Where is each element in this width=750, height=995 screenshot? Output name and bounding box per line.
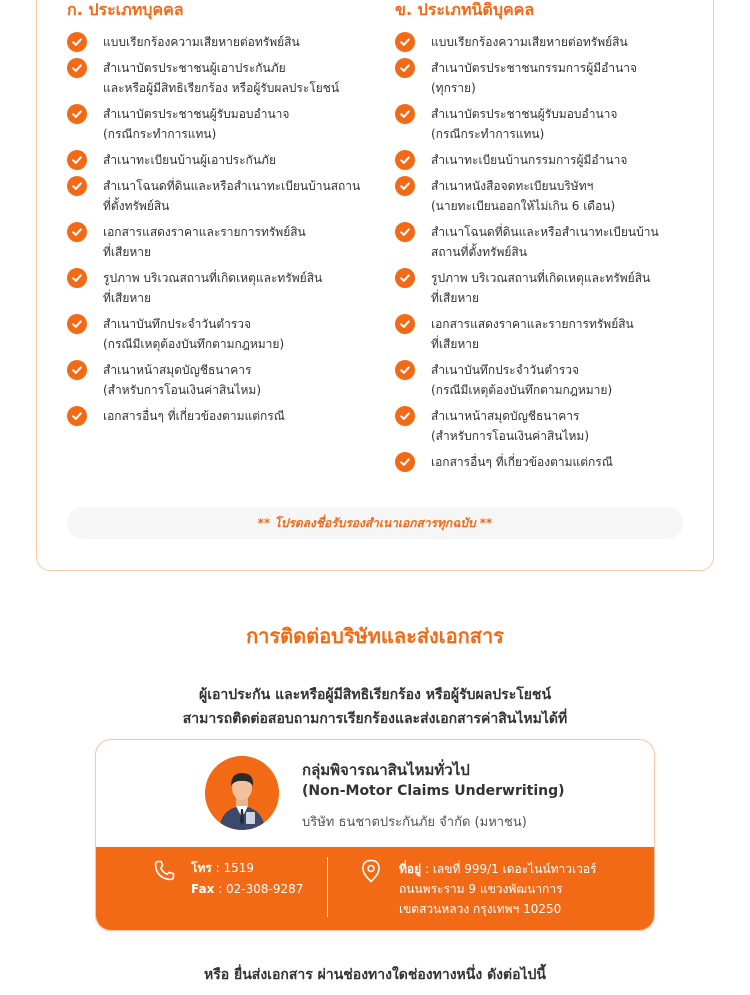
document-item-label: สำเนาหนังสือจดทะเบียนบริษัทฯ (นายทะเบียนออกให้ไม่เกิน 6 เดือน) (431, 179, 616, 213)
check-circle-icon (395, 150, 415, 170)
check-circle-icon (67, 176, 87, 196)
contact-divider (327, 857, 328, 917)
phone-icon (152, 859, 176, 883)
certify-copies-note: ** โปรดลงชื่อรับรองสำเนาเอกสารทุกฉบับ ** (67, 507, 683, 539)
document-item (67, 176, 367, 216)
juristic-documents-title: ข. ประเภทนิติบุคคล (395, 0, 535, 19)
check-circle-icon (67, 314, 87, 334)
contact-section-title: การติดต่อบริษัทและส่งเอกสาร (246, 624, 504, 648)
fax-line (191, 882, 303, 896)
document-item-label: สำเนาโฉนดที่ดินและหรือสำเนาทะเบียนบ้านสถาน ที่ตั้งทรัพย์สิน (103, 179, 361, 213)
check-circle-icon (395, 452, 415, 472)
document-item-label: สำเนาบัตรประชาชนกรรมการผู้มีอำนาจ (ทุกราย) (431, 61, 638, 95)
document-item (67, 314, 367, 354)
claims-officer-avatar (205, 756, 279, 830)
fax-number: : 02-308-9287 (214, 882, 304, 896)
juristic-documents-column (395, 0, 695, 478)
check-circle-icon (67, 360, 87, 380)
individual-documents-title: ก. ประเภทบุคคล (67, 0, 184, 19)
document-item (67, 360, 367, 400)
document-item-label: สำเนาบันทึกประจำวันตำรวจ (กรณีมีเหตุต้องบันทึกตามกฎหมาย) (103, 317, 285, 351)
document-item-label: เอกสารอื่นๆ ที่เกี่ยวข้องตามแต่กรณี (103, 409, 285, 423)
document-item (67, 58, 367, 98)
document-item (395, 406, 695, 446)
document-item-label: สำเนาบัตรประชาชนผู้รับมอบอำนาจ (กรณีกระทำการแทน) (103, 107, 290, 141)
document-item-label: สำเนาหน้าสมุดบัญชีธนาคาร (สำหรับการโอนเงินค่าสินไหม) (103, 363, 262, 397)
contact-info-band (96, 847, 655, 931)
check-circle-icon (67, 32, 87, 52)
check-circle-icon (395, 32, 415, 52)
document-item (395, 222, 695, 262)
document-item (395, 104, 695, 144)
location-pin-icon (360, 859, 382, 883)
company-address (399, 859, 596, 919)
document-item-label: สำเนาบัตรประชาชนผู้เอาประกันภัย และหรือผู้มีสิทธิเรียกร้อง หรือผู้รับผลประโยชน์ (103, 61, 340, 95)
document-item (395, 58, 695, 98)
document-item (395, 32, 695, 52)
document-item-label: เอกสารอื่นๆ ที่เกี่ยวข้องตามแต่กรณี (431, 455, 613, 469)
fax-label: Fax (191, 882, 215, 896)
document-item-label: แบบเรียกร้องความเสียหายต่อทรัพย์สิน (103, 35, 300, 49)
document-item-label: เอกสารแสดงราคาและรายการทรัพย์สิน ที่เสียหาย (103, 225, 306, 259)
document-item-label: เอกสารแสดงราคาและรายการทรัพย์สิน ที่เสียหาย (431, 317, 634, 351)
check-circle-icon (395, 222, 415, 242)
document-item (67, 104, 367, 144)
document-item-label: แบบเรียกร้องความเสียหายต่อทรัพย์สิน (431, 35, 628, 49)
document-item (67, 150, 367, 170)
document-item-label: สำเนาทะเบียนบ้านผู้เอาประกันภัย (103, 153, 276, 167)
contact-card (95, 739, 655, 931)
document-item (395, 268, 695, 308)
document-item-label: รูปภาพ บริเวณสถานที่เกิดเหตุและทรัพย์สิน ที่เสียหาย (103, 271, 323, 305)
document-item (395, 150, 695, 170)
check-circle-icon (395, 58, 415, 78)
document-item (395, 452, 695, 472)
document-item (395, 176, 695, 216)
document-item (67, 406, 367, 426)
address-line1: : เลขที่ 999/1 เดอะไนน์ทาวเวอร์ (421, 862, 597, 876)
check-circle-icon (395, 360, 415, 380)
document-item (67, 222, 367, 262)
check-circle-icon (67, 150, 87, 170)
check-circle-icon (395, 104, 415, 124)
required-documents-card (36, 0, 714, 571)
document-item-label: สำเนาโฉนดที่ดินและหรือสำเนาทะเบียนบ้าน สถานที่ตั้งทรัพย์สิน (431, 225, 659, 259)
check-circle-icon (67, 406, 87, 426)
telephone-label: โทร (191, 861, 212, 875)
contact-intro-line1: ผู้เอาประกัน และหรือผู้มีสิทธิเรียกร้อง หรือผู้รับผลประโยชน์ (198, 687, 552, 703)
submission-channels-intro: หรือ ยื่นส่งเอกสาร ผ่านช่องทางใดช่องทางหนึ่ง ดังต่อไปนี้ (204, 967, 546, 983)
check-circle-icon (395, 268, 415, 288)
company-name: บริษัท ธนชาตประกันภัย จำกัด (มหาชน) (302, 815, 527, 830)
document-item-label: สำเนาทะเบียนบ้านกรรมการผู้มีอำนาจ (431, 153, 628, 167)
check-circle-icon (395, 176, 415, 196)
telephone-number[interactable]: : 1519 (211, 861, 255, 875)
check-circle-icon (395, 406, 415, 426)
telephone-line (191, 859, 254, 878)
document-item-label: รูปภาพ บริเวณสถานที่เกิดเหตุและทรัพย์สิน ที่เสียหาย (431, 271, 651, 305)
document-item (67, 32, 367, 52)
contact-intro-line2: สามารถติดต่อสอบถามการเรียกร้องและส่งเอกสารค่าสินไหมได้ที่ (182, 711, 568, 727)
address-line3: เขตสวนหลวง กรุงเทพฯ 10250 (399, 902, 562, 916)
document-item (395, 360, 695, 400)
address-label: ที่อยู่ (399, 862, 422, 876)
check-circle-icon (67, 268, 87, 288)
check-circle-icon (395, 314, 415, 334)
check-circle-icon (67, 104, 87, 124)
document-item-label: สำเนาบันทึกประจำวันตำรวจ (กรณีมีเหตุต้องบันทึกตามกฎหมาย) (431, 363, 613, 397)
check-circle-icon (67, 222, 87, 242)
document-item (67, 268, 367, 308)
individual-documents-column (67, 0, 367, 432)
team-name-english: (Non-Motor Claims Underwriting) (302, 783, 565, 799)
document-item-label: สำเนาหน้าสมุดบัญชีธนาคาร (สำหรับการโอนเงินค่าสินไหม) (431, 409, 590, 443)
document-item-label: สำเนาบัตรประชาชนผู้รับมอบอำนาจ (กรณีกระทำการแทน) (431, 107, 618, 141)
check-circle-icon (67, 58, 87, 78)
document-item (395, 314, 695, 354)
team-name: กลุ่มพิจารณาสินไหมทั่วไป (302, 761, 470, 779)
address-line2: ถนนพระราม 9 แขวงพัฒนาการ (399, 882, 563, 896)
